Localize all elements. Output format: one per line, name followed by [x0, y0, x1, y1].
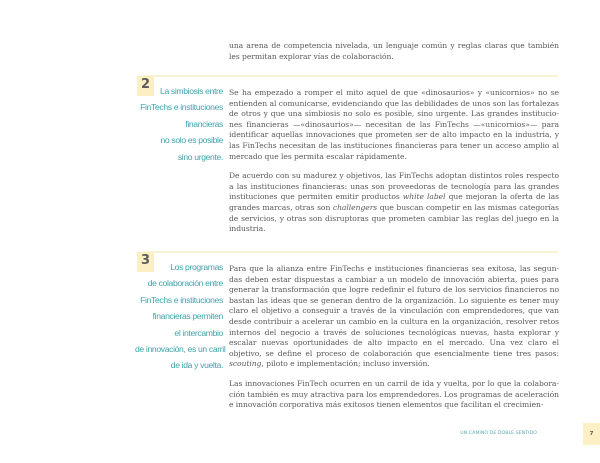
- section-2-pull-quote: [135, 83, 223, 165]
- text-run: que mejoran la oferta de las grandes marcas, otras son: [229, 192, 560, 212]
- pull-quote-line: de colaboración entre: [147, 278, 223, 289]
- pull-quote-line: de innovación, es un carril: [135, 344, 226, 355]
- pull-quote-line: no solo es posible: [160, 135, 223, 146]
- body-paragraph: Se ha empezado a romper el mito aquel de que «dinosaurios» y «unicornios» no se entienden al comunicarse, evidenciando que las debilidades de unos son las fortalezas de otros y que una simbiosis no solo es posible, sino urgente. Las grandes instituciones financieras —«dinosaurios»— necesitan de las FinTechs —«unicornios»— para identificar aquellas innovaciones que prometen ser de alto impacto en la industria, y las FinTechs necesitan de las instituciones financieras para tener un acceso amplio al mercado que les permita escalar rápidamente.: [229, 88, 559, 161]
- pull-quote-line: FinTechs e instituciones: [140, 102, 223, 113]
- text-run: Para que la alianza entre FinTechs e instituciones financieras sea exitosa, las segundas deben estar dispuestas a cambiar a un modelo de innovación abierta, pues para generar la transformación que logre redefinir el futuro de los servicios financieros no bastan las ideas que se generan dentro de la organización. Lo siguiente es tener muy claro el objetivo a conseguir a través de la vinculación con emprendedores, que van desde contribuir a acelerar un cambio en la cultura en la organización, resolver retos internos del negocio a través de soluciones tecnológicas nuevas, hasta explorar y escalar nuevas oportunidades de alto impacto en el mercado. Una vez claro el objetivo, se define el proceso de colaboración que esencialmente tiene tres pasos:: [229, 264, 559, 358]
- pull-quote-line: La simbiosis entre: [160, 86, 223, 96]
- section-3-body: [229, 264, 559, 420]
- body-paragraph: Las innovaciones FinTech ocurren en un carril de ida y vuelta, por lo que la colaboración también es muy atractiva para los emprendedores. Los programas de aceleración e innovación corporativa más exitosos tienen elementos que facilitan el crecimien-: [229, 378, 559, 410]
- pull-quote-line: el intercambio: [174, 327, 223, 338]
- body-paragraph: [229, 264, 559, 370]
- section-3-number-badge: 3: [137, 252, 154, 272]
- text-run: De acuerdo con su madurez y objetivos, las FinTechs adoptan distintos roles respecto a las instituciones financieras: unas son proveedoras de tecnología para las grandes instituciones que permiten emitir productos: [229, 171, 559, 202]
- pull-quote-line: financieras permiten: [152, 311, 223, 322]
- running-footer-title: UN CAMINO DE DOBLE SENTIDO: [460, 431, 537, 436]
- pull-quote-line: sino urgente.: [177, 151, 223, 162]
- page-number: 7: [583, 423, 600, 445]
- text-run: que buscan competir en las mismas categorías de servicios, y otras son disruptoras que prometen cambiar las reglas del juego en la industria.: [229, 202, 559, 234]
- section-2-body: [229, 88, 559, 244]
- section-3-divider: [144, 251, 558, 253]
- section-2-number-badge: 2: [137, 76, 154, 96]
- intro-paragraph-block: [229, 41, 559, 71]
- pull-quote-line: Los programas: [170, 262, 223, 272]
- section-3-pull-quote: [135, 259, 226, 374]
- italic-term: scouting: [229, 359, 262, 369]
- body-paragraph: [229, 171, 559, 235]
- text-run: , piloto e implementación; incluso inversión.: [261, 359, 430, 369]
- pull-quote-line: FinTechs e instituciones: [140, 294, 223, 305]
- italic-term: white label: [402, 192, 446, 202]
- pull-quote-line: financieras: [185, 118, 223, 129]
- intro-paragraph: una arena de competencia nivelada, un lenguaje común y reglas claras que también les permitan explorar vías de colaboración.: [229, 41, 559, 61]
- pull-quote-line: de ida y vuelta.: [170, 360, 223, 371]
- section-2-divider: [144, 75, 558, 77]
- italic-term: challengers: [332, 202, 378, 212]
